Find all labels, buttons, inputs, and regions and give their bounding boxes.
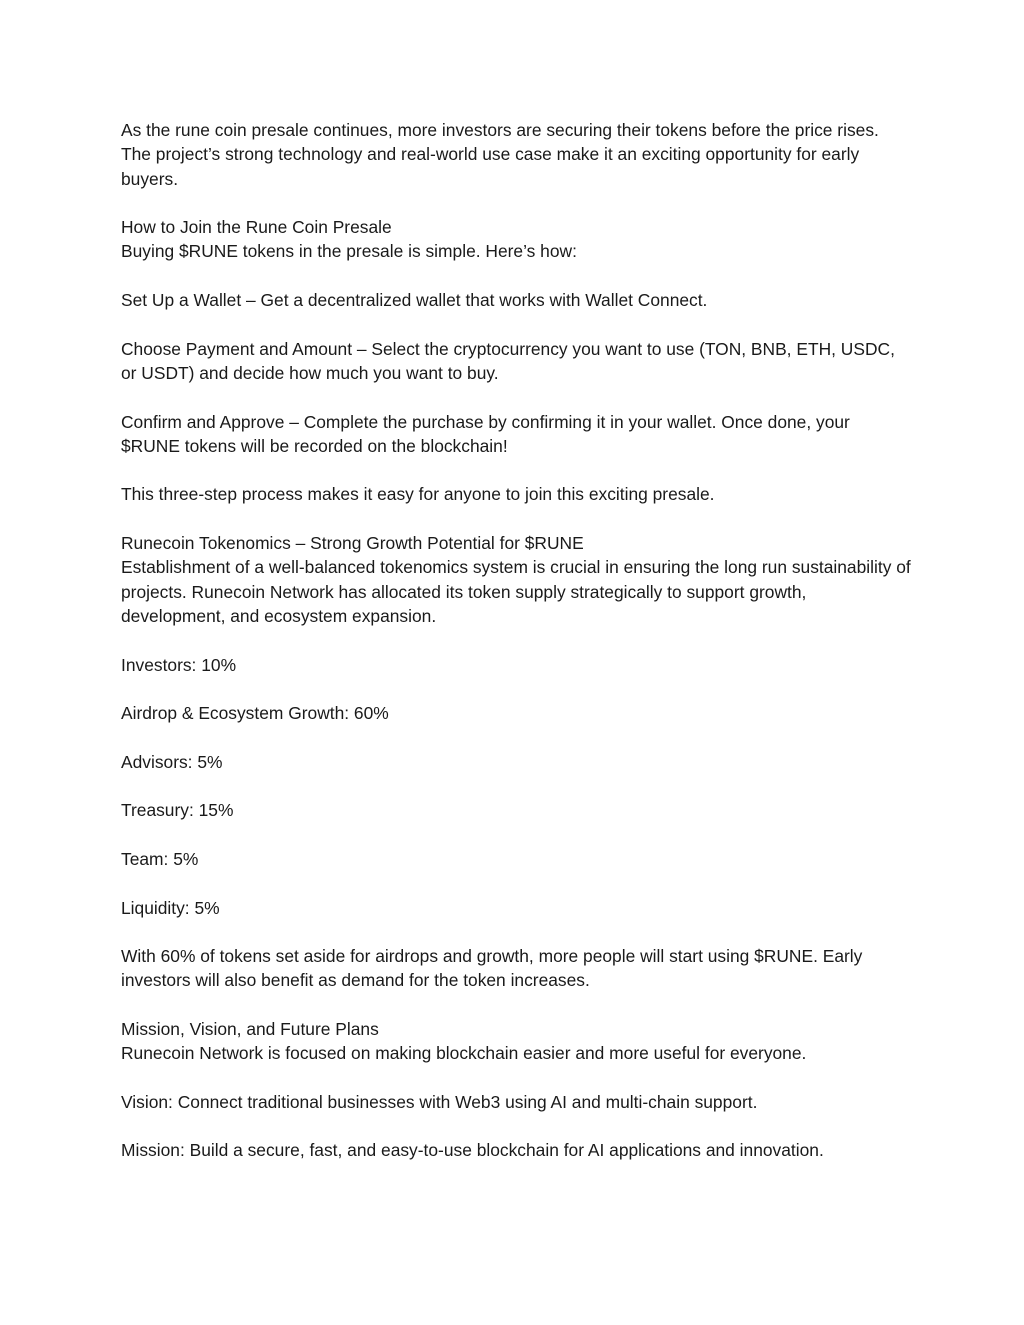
- vision-paragraph: Vision: Connect traditional businesses with Web3 using AI and multi-chain support.: [121, 1091, 758, 1112]
- allocation-airdrop: Airdrop & Ecosystem Growth: 60%: [121, 703, 389, 724]
- step-confirm-approve: Confirm and Approve – Complete the purchase by confirming it in your wallet. Once done, your $RUNE tokens will be recorded on the blockchain!: [121, 411, 850, 456]
- mission-paragraph: Mission: Build a secure, fast, and easy-to-use blockchain for AI applications and innovation.: [121, 1140, 824, 1161]
- intro-paragraph: As the rune coin presale continues, more investors are securing their tokens before the price rises. The project’s strong technology and real-world use case make it an exciting opportunity for early buyers.: [121, 120, 879, 189]
- document-body: [121, 118, 911, 1187]
- step-set-up-wallet: Set Up a Wallet – Get a decentralized wallet that works with Wallet Connect.: [121, 290, 708, 311]
- tokenomics-intro-paragraph: Establishment of a well-balanced tokenomics system is crucial in ensuring the long run sustainability of projects. Runecoin Network has allocated its token supply strategically to support growth, development, and ecosystem expansion.: [121, 557, 911, 626]
- mission-intro-paragraph: Runecoin Network is focused on making blockchain easier and more useful for everyone.: [121, 1043, 807, 1064]
- allocation-advisors: Advisors: 5%: [121, 751, 223, 772]
- presale-intro-paragraph: Buying $RUNE tokens in the presale is simple. Here’s how:: [121, 241, 577, 262]
- section-heading-join-presale: How to Join the Rune Coin Presale: [121, 217, 392, 238]
- steps-summary-paragraph: This three-step process makes it easy for anyone to join this exciting presale.: [121, 484, 715, 505]
- allocation-team: Team: 5%: [121, 848, 199, 869]
- tokenomics-summary-paragraph: With 60% of tokens set aside for airdrops and growth, more people will start using $RUNE. Early investors will also benefit as demand for the token increases.: [121, 946, 863, 991]
- section-heading-tokenomics: Runecoin Tokenomics – Strong Growth Potential for $RUNE: [121, 533, 584, 554]
- allocation-treasury: Treasury: 15%: [121, 800, 234, 821]
- step-choose-payment: Choose Payment and Amount – Select the cryptocurrency you want to use (TON, BNB, ETH, USDC, or USDT) and decide how much you want to buy.: [121, 338, 895, 383]
- section-heading-mission: Mission, Vision, and Future Plans: [121, 1018, 379, 1039]
- allocation-investors: Investors: 10%: [121, 654, 237, 675]
- allocation-liquidity: Liquidity: 5%: [121, 897, 220, 918]
